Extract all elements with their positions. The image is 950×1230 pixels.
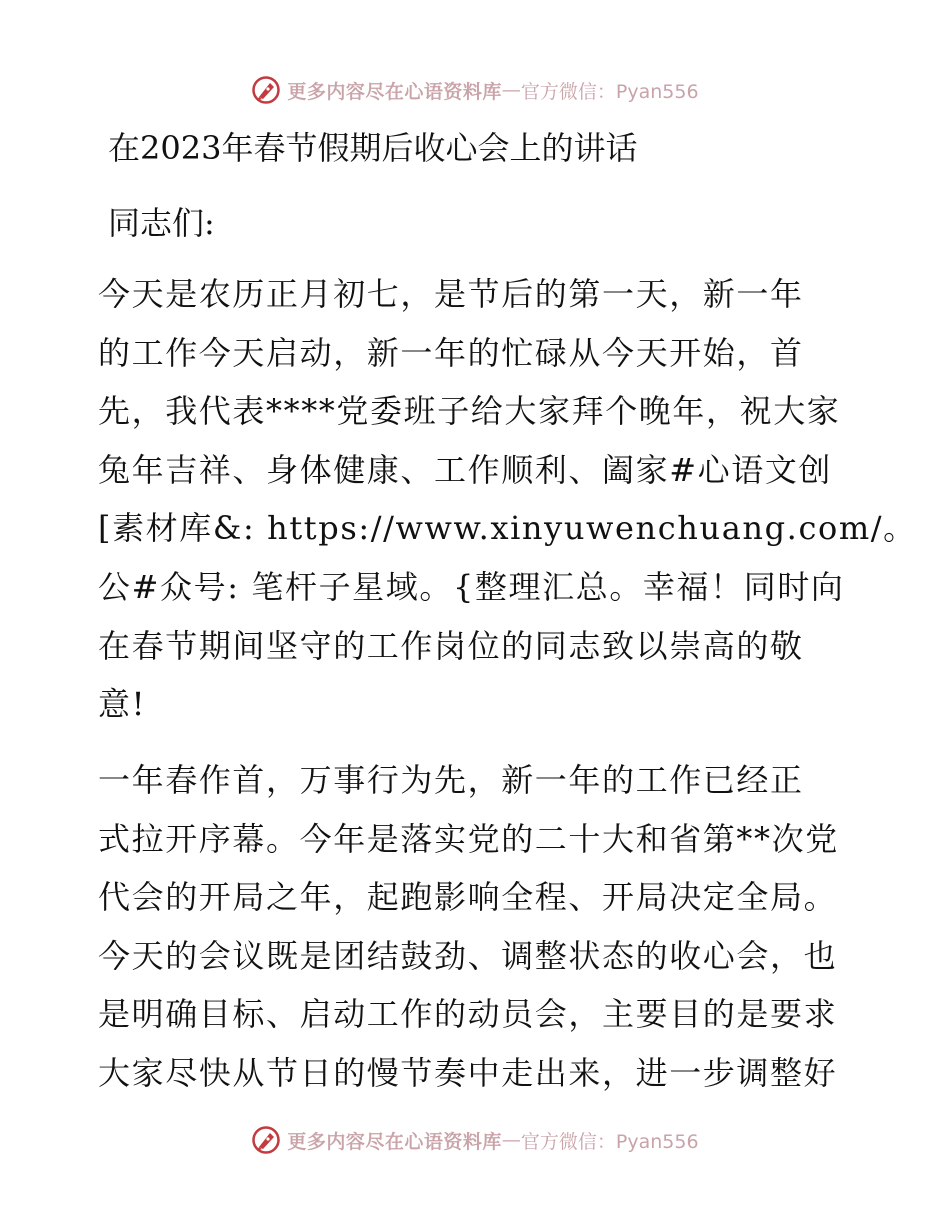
- paragraph-line: 今天是农历正月初七，是节后的第一天，新一年: [98, 275, 804, 313]
- banner-contact: 官方微信：Pyan556: [520, 1130, 699, 1153]
- banner-separator: —: [501, 79, 521, 101]
- paragraph-line: 今天的会议既是团结鼓劲、调整状态的收心会，也: [98, 936, 838, 975]
- paragraph-line: 的工作今天启动，新一年的忙碌从今天开始，首: [98, 333, 804, 372]
- paragraph-line: 代会的开局之年，起跑影响全程、开局决定全局。: [98, 878, 838, 917]
- footer-banner: [0, 1122, 950, 1158]
- paragraph-line: 一年春作首，万事行为先，新一年的工作已经正: [98, 761, 804, 799]
- paragraph-line: 意!: [98, 685, 147, 724]
- pen-nib-logo-icon: [251, 75, 281, 105]
- paragraph-line: 公#众号: 笔杆子星域。{整理汇总。幸福！同时向: [98, 567, 845, 606]
- paragraph-1: [98, 265, 917, 734]
- banner-contact: 官方微信：Pyan556: [520, 80, 699, 103]
- header-banner: [0, 72, 950, 108]
- paragraph-2: [98, 751, 858, 1103]
- banner-text: 更多内容尽在心语资料库: [287, 80, 502, 103]
- paragraph-line: 在春节期间坚守的工作岗位的同志致以崇高的敬: [98, 626, 804, 665]
- paragraph-line: 大家尽快从节日的慢节奏中走出来，进一步调整好: [98, 1053, 838, 1092]
- banner-text: 更多内容尽在心语资料库: [287, 1130, 502, 1153]
- pen-nib-logo-icon: [251, 1125, 281, 1155]
- paragraph-line: [素材库&: https://www.xinyuwenchuang.com/。: [98, 509, 917, 548]
- document-title: 在2023年春节假期后收心会上的讲话: [108, 129, 638, 167]
- paragraph-line: 式拉开序幕。今年是落实党的二十大和省第**次党: [98, 819, 839, 858]
- paragraph-line: 先，我代表****党委班子给大家拜个晚年，祝大家: [98, 392, 841, 431]
- paragraph-line: 兔年吉祥、身体健康、工作顺利、阖家#心语文创: [98, 450, 833, 489]
- banner-separator: —: [501, 1129, 521, 1151]
- salutation: 同志们:: [108, 204, 215, 242]
- paragraph-line: 是明确目标、启动工作的动员会，主要目的是要求: [98, 995, 838, 1034]
